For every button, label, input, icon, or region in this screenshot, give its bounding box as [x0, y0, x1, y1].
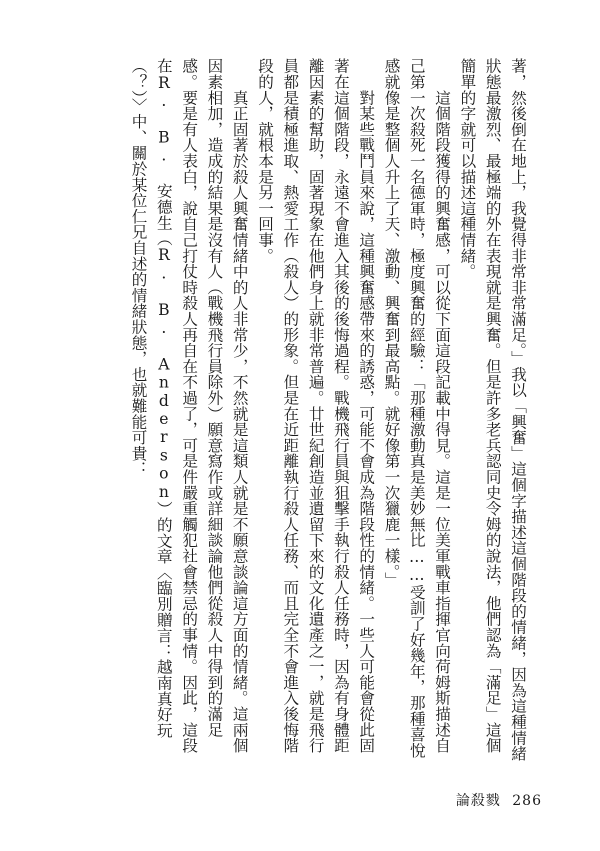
running-title: 論殺戮 [455, 793, 501, 809]
page-number: 286 [512, 793, 542, 809]
page-footer [456, 790, 542, 810]
paragraph-1: 著，然後倒在地上，我覺得非常非常滿足。」我以「興奮」這個字描述這個階段的情緒，因為這種情緒狀態最激烈、最極端的外在表現就是興奮。但是許多老兵認同史令姆的說法，他們認為「滿足」這個簡單的字就可以描述這種情緒。 [458, 58, 527, 762]
paragraph-3: 對某些戰鬥員來說，這種興奮感帶來的誘惑，可能不會成為階段性的情緒。一些人可能會從此固著在這個階段，永遠不會進入其後的後悔過程。戰機飛行員與狙擊手執行殺人任務時，因為有身體距離因素的幫助，固著現象在他們身上就非常普遍。廿世紀創造並遺留下來的文化遺產之一，就是飛行員都是積極進取、熱愛工作（殺人）的形象。但是在近距離執行殺人任務、而且完全不會進入後悔階段的人，就根本是另一回事。 [256, 58, 376, 754]
paragraph-2: 這個階段獲得的興奮感，可以從下面這段記載中得見。這是一位美軍戰車指揮官向荷姆斯描述自己第一次殺死一名德軍時，極度興奮的經驗：「那種激動真是美妙無比……受訓了好幾年，那種喜悅感就像是整個人升上了天、激動、興奮到最高點。就好像第一次獵鹿一樣。」 [382, 58, 452, 758]
vertical-body-text [102, 58, 530, 766]
paragraph-4: 真正固著於殺人興奮情緒中的人非常少，不然就是這類人就是不願意談論這方面的情緒。這兩個因素相加，造成的結果是沒有人（戰機飛行員除外）願意寫作或詳細談論他們從殺人中得到的滿足感。要是有人表白，說自己打仗時殺人再自在不過了，可是件嚴重觸犯社會禁忌的事情。因此，這段在R. B. 安德生（R. B. Anderson）的文章〈臨別贈言：越南真好玩（？）〉中、關於某位仁兄自述的情緒狀態，也就難能可貴： [129, 58, 249, 754]
